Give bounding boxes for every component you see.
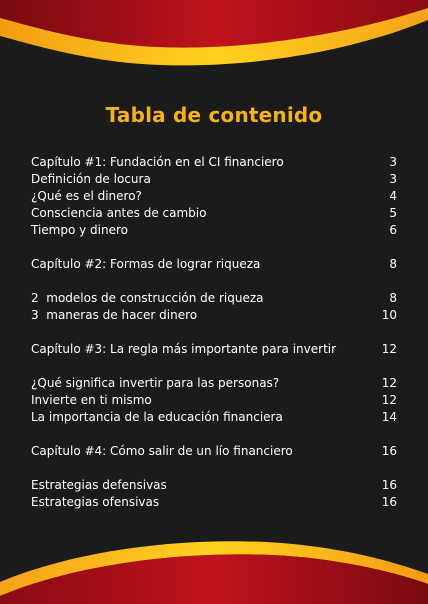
toc-entry[interactable]: [31, 443, 397, 460]
toc-entry-label: ¿Qué es el dinero?: [31, 189, 142, 203]
toc-entry-label: La importancia de la educación financiera: [31, 410, 283, 424]
top-wave-decoration: [0, 0, 428, 80]
toc-entry[interactable]: [31, 205, 397, 222]
toc-entry-label: Invierte en ti mismo: [31, 393, 152, 407]
toc-entry[interactable]: [31, 222, 397, 239]
toc-entry-page: 8: [389, 257, 397, 271]
toc-entry-page: 14: [381, 410, 397, 424]
toc-entry-page: 12: [381, 393, 397, 407]
page-title: Tabla de contenido: [105, 103, 323, 127]
toc-entry-label: 3 maneras de hacer dinero: [31, 308, 198, 322]
toc-entry[interactable]: [31, 307, 397, 324]
toc-entry-label: Consciencia antes de cambio: [31, 206, 207, 220]
toc-entry-page: 3: [389, 155, 397, 169]
toc-entry-page: 5: [389, 206, 397, 220]
toc-entry[interactable]: [31, 494, 397, 511]
toc-entry-label: Capítulo #4: Cómo salir de un lío financiero: [31, 444, 293, 458]
toc-entry[interactable]: [31, 392, 397, 409]
toc-entry[interactable]: [31, 154, 397, 171]
toc-entry-page: 12: [381, 342, 397, 356]
toc-entry-label: Tiempo y dinero: [31, 223, 129, 237]
toc-entry-label: Capítulo #1: Fundación en el CI financiero: [31, 155, 284, 169]
toc-entry[interactable]: [31, 375, 397, 392]
toc-entry-page: 10: [381, 308, 397, 322]
toc-entry-page: 8: [389, 291, 397, 305]
toc-entry-page: 4: [389, 189, 397, 203]
table-of-contents: [31, 154, 397, 511]
toc-entry[interactable]: [31, 171, 397, 188]
toc-entry[interactable]: [31, 188, 397, 205]
toc-entry-page: 16: [381, 495, 397, 509]
toc-entry-label: ¿Qué significa invertir para las personas?: [31, 376, 280, 390]
toc-entry-page: 12: [381, 376, 397, 390]
bottom-wave-decoration: [0, 524, 428, 604]
toc-entry[interactable]: [31, 409, 397, 426]
toc-entry[interactable]: [31, 290, 397, 307]
toc-entry-page: 6: [389, 223, 397, 237]
toc-entry[interactable]: [31, 477, 397, 494]
toc-entry-label: Capítulo #3: La regla más importante para invertir: [31, 342, 337, 356]
toc-entry-label: Capítulo #2: Formas de lograr riqueza: [31, 257, 261, 271]
toc-entry-page: 3: [389, 172, 397, 186]
toc-entry[interactable]: [31, 341, 397, 358]
toc-entry-label: Definición de locura: [31, 172, 151, 186]
toc-entry-page: 16: [381, 478, 397, 492]
toc-entry[interactable]: [31, 256, 397, 273]
toc-entry-label: 2 modelos de construcción de riqueza: [31, 291, 264, 305]
toc-entry-label: Estrategias ofensivas: [31, 495, 160, 509]
toc-entry-label: Estrategias defensivas: [31, 478, 167, 492]
toc-entry-page: 16: [381, 444, 397, 458]
